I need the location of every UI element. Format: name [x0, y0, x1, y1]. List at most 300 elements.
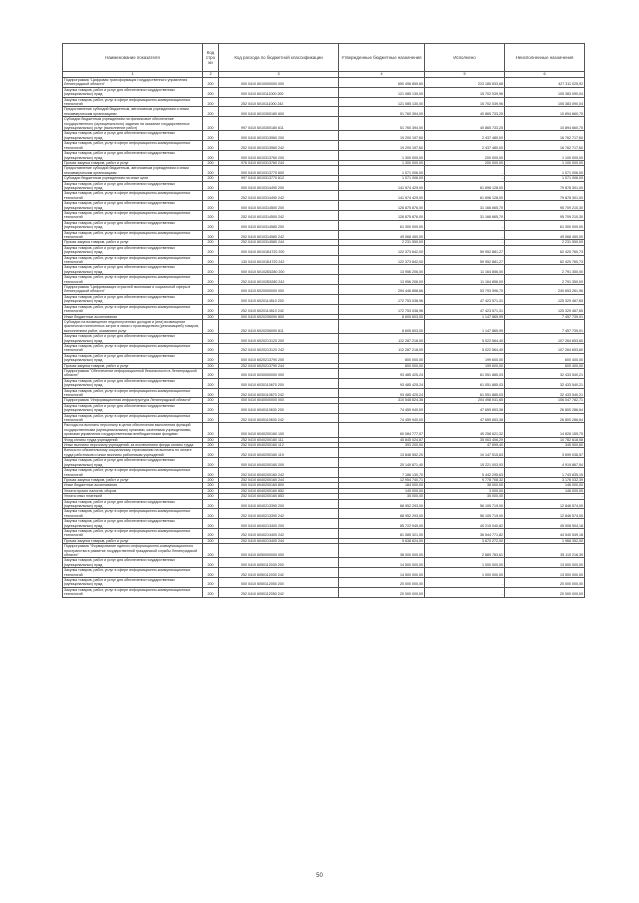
row-unexecuted-amount: 32 433 540,21 [505, 378, 585, 388]
table-row [63, 265, 585, 275]
row-name: Закупка товаров, работ, услуг в сфере информационно-коммуникационных технологий [63, 275, 203, 285]
table-row [63, 255, 585, 265]
row-executed-amount: 40 215 040,82 [425, 519, 505, 529]
row-name: Закупка товаров, работ и услуг для обеспечения государственных (муниципальных) нужд [63, 201, 203, 211]
table-row [63, 568, 585, 578]
row-unexecuted-amount: 1 071 006,00 [505, 166, 585, 176]
row-classification-code: 997 0410 6010300180 611 [219, 117, 339, 131]
row-name: Подпрограмма "Формирование единого информационно-коммуникационного пространства в развитие государственной гражданской службы Ленинградской области" [63, 544, 203, 558]
row-classification-code: 252 0410 6040213390 242 [219, 509, 339, 519]
row-approved-amount: 5 638 624,00 [339, 538, 425, 543]
table-row [63, 285, 585, 295]
row-line-code: 200 [203, 437, 219, 442]
row-executed-amount: 53 793 596,70 [425, 285, 505, 295]
row-unexecuted-amount: 16 762 717,60 [505, 131, 585, 141]
row-approved-amount: 61 300 000,00 [339, 220, 425, 230]
row-line-code: 200 [203, 519, 219, 529]
row-name: Закупка товаров, работ, услуг в сфере информационно-коммуникационных технологий [63, 568, 203, 578]
row-name: Прочая закупка товаров, работ и услуг [63, 160, 203, 165]
row-name: Прочая закупка товаров, работ и услуг [63, 240, 203, 245]
row-classification-code: 252 0410 6040213400 242 [219, 528, 339, 538]
row-unexecuted-amount: 13 500 000,00 [505, 568, 585, 578]
row-classification-code: 252 0410 6040200160 244 [219, 477, 339, 482]
row-unexecuted-amount: 13 500 000,00 [505, 558, 585, 568]
row-executed-amount: 47 659 653,36 [425, 403, 505, 413]
row-classification-code: 252 0410 6040200160 852 [219, 488, 339, 493]
row-name: Закупка товаров, работ и услуг для обеспечения государственных (муниципальных) нужд [63, 245, 203, 255]
row-approved-amount: 122 373 642,00 [339, 255, 425, 265]
row-approved-amount: 51 760 394,00 [339, 107, 425, 117]
row-name: Закупка товаров, работ и услуг для обеспечения государственных (муниципальных) нужд [63, 220, 203, 230]
table-row [63, 519, 585, 529]
row-approved-amount: 93 485 425,24 [339, 378, 425, 388]
row-line-code: 200 [203, 499, 219, 509]
row-unexecuted-amount: 4 919 867,54 [505, 458, 585, 468]
row-name: Закупка товаров, работ, услуг в сфере информационно-коммуникационных технологий [63, 304, 203, 314]
row-classification-code: 252 0410 6040110630 242 [219, 413, 339, 423]
row-line-code: 200 [203, 265, 219, 275]
header-name: Наименование показателя [63, 44, 203, 72]
row-unexecuted-amount: 7 457 739,01 [505, 314, 585, 319]
column-number: 3 [219, 72, 339, 78]
row-approved-amount: 60 084 777,07 [339, 423, 425, 437]
row-name: Прочая закупка товаров, работ и услуг [63, 363, 203, 368]
header-approved: Утвержденные бюджетные назначения [339, 44, 425, 72]
row-line-code: 200 [203, 568, 219, 578]
row-classification-code: 000 0410 6040000000 000 [219, 398, 339, 403]
page-number: 50 [316, 873, 323, 879]
row-classification-code: 000 0410 6010313960 200 [219, 131, 339, 141]
table-row [63, 448, 585, 458]
row-line-code: 200 [203, 528, 219, 538]
row-unexecuted-amount: 95 709 210,30 [505, 201, 585, 211]
row-unexecuted-amount: 10 782 618,58 [505, 437, 585, 442]
row-executed-amount: 1 000 000,00 [425, 558, 505, 568]
table-row [63, 558, 585, 568]
row-executed-amount: 1 147 865,99 [425, 319, 505, 333]
row-unexecuted-amount: 3 699 036,57 [505, 448, 585, 458]
row-executed-amount: 56 105 719,00 [425, 499, 505, 509]
row-executed-amount: 47 699,40 [425, 443, 505, 448]
row-approved-amount: 310 548 824,36 [339, 398, 425, 403]
row-line-code: 200 [203, 488, 219, 493]
row-name: Закупка товаров, работ, услуг в сфере информационно-коммуникационных технологий [63, 468, 203, 478]
row-approved-amount: 13 846 552,20 [339, 448, 425, 458]
row-line-code: 200 [203, 245, 219, 255]
row-name: Закупка товаров, работ, услуг в сфере информационно-коммуникационных технологий [63, 413, 203, 423]
row-approved-amount: 51 760 394,00 [339, 117, 425, 131]
row-approved-amount: 68 952 293,00 [339, 499, 425, 509]
row-unexecuted-amount: 79 878 301,00 [505, 181, 585, 191]
row-approved-amount: 1 300 000,00 [339, 151, 425, 161]
row-classification-code: 000 0410 6010314580 200 [219, 220, 339, 230]
row-classification-code: 000 0410 6020213120 200 [219, 334, 339, 344]
row-approved-amount: 8 605 603,00 [339, 314, 425, 319]
row-line-code: 200 [203, 294, 219, 304]
row-executed-amount: 2 437 480,00 [425, 131, 505, 141]
row-approved-amount: 112 287 218,00 [339, 334, 425, 344]
row-classification-code: 000 0410 6010314500 200 [219, 201, 339, 211]
row-classification-code: 252 0410 60102Б5280 242 [219, 275, 339, 285]
row-classification-code: 000 0410 6010111000 200 [219, 87, 339, 97]
row-approved-amount: 14 500 000,00 [339, 558, 425, 568]
row-line-code: 200 [203, 468, 219, 478]
row-executed-amount: 2 437 480,00 [425, 141, 505, 151]
row-classification-code: 252 0410 6010313960 242 [219, 141, 339, 151]
row-approved-amount: 126 875 876,00 [339, 210, 425, 220]
row-approved-amount: 1 071 006,00 [339, 176, 425, 181]
row-classification-code: 000 0410 6010314490 200 [219, 181, 339, 191]
table-row [63, 499, 585, 509]
row-unexecuted-amount: 345 500,60 [505, 443, 585, 448]
row-unexecuted-amount: 45 508 904,18 [505, 519, 585, 529]
row-unexecuted-amount: 107 264 653,60 [505, 334, 585, 344]
row-unexecuted-amount: 79 878 301,00 [505, 191, 585, 201]
row-line-code: 200 [203, 368, 219, 378]
row-executed-amount: 40 865 733,25 [425, 107, 505, 117]
row-classification-code: 252 0410 6020213790 244 [219, 363, 339, 368]
row-line-code: 200 [203, 423, 219, 437]
row-executed-amount: 200 000,00 [425, 160, 505, 165]
row-unexecuted-amount: 2 231 550,00 [505, 240, 585, 245]
row-name: Субсидии на возмещение недополученных доходов и (или) возмещение фактически понесенных затрат в связи с производством (реализацией) товаров, выполнением работ, оказанием услуг [63, 319, 203, 333]
table-row [63, 334, 585, 344]
table-row [63, 78, 585, 88]
row-unexecuted-amount: 12 846 574,00 [505, 509, 585, 519]
row-unexecuted-amount: 2 791 350,00 [505, 275, 585, 285]
row-approved-amount: 19 200 197,60 [339, 131, 425, 141]
row-classification-code: 000 0410 6010300180 600 [219, 107, 339, 117]
row-executed-amount: 3 670 272,00 [425, 538, 505, 543]
row-name: Иные выплаты персоналу учреждений, за исключением фонда оплаты труда [63, 443, 203, 448]
row-executed-amount: - [425, 587, 505, 597]
row-name: Закупка товаров, работ и услуг для обеспечения государственных (муниципальных) нужд [63, 378, 203, 388]
row-name: Уплата иных платежей [63, 494, 203, 499]
row-executed-amount: - [425, 166, 505, 176]
header-code: Код стро ки [203, 44, 219, 72]
row-approved-amount: 8 605 603,00 [339, 319, 425, 333]
row-name: Подпрограмма "Обеспечение информационной безопасности в Ленинградской области" [63, 368, 203, 378]
table-row [63, 528, 585, 538]
row-executed-amount: 35 000,00 [425, 494, 505, 499]
row-approved-amount: 19 200 197,60 [339, 141, 425, 151]
row-name: Закупка товаров, работ, услуг в сфере информационно-коммуникационных технологий [63, 97, 203, 107]
row-line-code: 200 [203, 151, 219, 161]
row-line-code: 200 [203, 160, 219, 165]
row-unexecuted-amount: 146 000,00 [505, 483, 585, 488]
row-classification-code: 252 0410 6010314580 244 [219, 240, 339, 245]
row-approved-amount: 121 085 130,00 [339, 97, 425, 107]
row-executed-amount: 9 778 708,32 [425, 477, 505, 482]
row-line-code: 200 [203, 448, 219, 458]
report-page [62, 43, 584, 598]
row-name: Закупка товаров, работ и услуг для обеспечения государственных (муниципальных) нужд [63, 334, 203, 344]
row-approved-amount: 126 875 876,00 [339, 201, 425, 211]
row-line-code: 200 [203, 458, 219, 468]
row-unexecuted-amount: 10 894 660,75 [505, 107, 585, 117]
row-approved-amount: 2 231 550,00 [339, 240, 425, 245]
row-name: Расходы на выплаты персоналу в целях обеспечения выполнения функций государственными (муниципальными) органами, казенными учреждениями, органами управления государственными внебюджетными фондами [63, 423, 203, 437]
row-unexecuted-amount: 26 800 286,64 [505, 403, 585, 413]
table-row [63, 378, 585, 388]
row-executed-amount: 59 952 881,27 [425, 245, 505, 255]
row-unexecuted-amount: 1 968 352,00 [505, 538, 585, 543]
row-unexecuted-amount: 1 100 000,00 [505, 160, 585, 165]
row-executed-amount: 15 702 039,96 [425, 87, 505, 97]
row-line-code: 200 [203, 443, 219, 448]
row-executed-amount: - [425, 176, 505, 181]
row-classification-code: 000 0410 6020000000 000 [219, 285, 339, 295]
row-approved-amount: 294 446 858,66 [339, 285, 425, 295]
row-line-code: 200 [203, 220, 219, 230]
row-classification-code: 252 0410 6040200160 242 [219, 468, 339, 478]
row-unexecuted-amount: 600 400,00 [505, 363, 585, 368]
row-approved-amount: 81 085 321,00 [339, 528, 425, 538]
table-row [63, 423, 585, 437]
table-row [63, 413, 585, 423]
row-approved-amount: 172 753 038,96 [339, 294, 425, 304]
row-executed-amount: 1 000 000,00 [425, 568, 505, 578]
row-executed-amount: 61 696 128,00 [425, 181, 505, 191]
row-classification-code: 252 0410 6040200160 112 [219, 443, 339, 448]
row-line-code: 200 [203, 141, 219, 151]
row-executed-amount: 31 166 665,70 [425, 201, 505, 211]
row-executed-amount: 11 164 856,00 [425, 275, 505, 285]
table-row [63, 353, 585, 363]
row-line-code: 200 [203, 413, 219, 423]
row-line-code: 200 [203, 78, 219, 88]
row-executed-amount: - [425, 578, 505, 588]
row-executed-amount: 47 659 653,36 [425, 413, 505, 423]
table-row [63, 107, 585, 117]
row-classification-code: 252 0410 6030110670 242 [219, 388, 339, 398]
row-classification-code: 000 0410 6040200160 200 [219, 458, 339, 468]
row-executed-amount: 2 889 783,61 [425, 544, 505, 558]
row-executed-amount: 200 000,00 [425, 151, 505, 161]
row-unexecuted-amount: 107 264 653,60 [505, 343, 585, 353]
row-line-code: 200 [203, 275, 219, 285]
table-row [63, 578, 585, 588]
row-executed-amount: 15 221 003,93 [425, 458, 505, 468]
row-unexecuted-amount: 105 383 090,04 [505, 87, 585, 97]
row-line-code: 200 [203, 538, 219, 543]
table-row [63, 201, 585, 211]
row-name: Фонд оплаты труда учреждений [63, 437, 203, 442]
row-line-code: 200 [203, 403, 219, 413]
row-unexecuted-amount: 600 400,00 [505, 353, 585, 363]
row-line-code: 200 [203, 558, 219, 568]
table-row [63, 151, 585, 161]
column-number: 1 [63, 72, 203, 78]
row-classification-code: 252 0410 6020206090 811 [219, 319, 339, 333]
row-unexecuted-amount: 1 071 006,00 [505, 176, 585, 181]
row-name: Закупка товаров, работ, услуг в сфере информационно-коммуникационных технологий [63, 343, 203, 353]
row-unexecuted-amount: 7 457 739,01 [505, 319, 585, 333]
row-line-code: 200 [203, 240, 219, 245]
row-approved-amount: 141 574 429,00 [339, 191, 425, 201]
table-row [63, 509, 585, 519]
table-row [63, 544, 585, 558]
row-line-code: 200 [203, 181, 219, 191]
row-name: Подпрограмма "Информационная инфраструктура Ленинградской области" [63, 398, 203, 403]
row-approved-amount: 68 952 293,00 [339, 509, 425, 519]
row-line-code: 200 [203, 363, 219, 368]
row-line-code: 200 [203, 230, 219, 240]
row-executed-amount: 61 051 885,03 [425, 378, 505, 388]
row-executed-amount: 1 147 865,99 [425, 314, 505, 319]
row-name: Закупка товаров, работ, услуг в сфере информационно-коммуникационных технологий [63, 528, 203, 538]
row-classification-code: 000 0410 6010000000 000 [219, 78, 339, 88]
row-unexecuted-amount: 125 329 467,65 [505, 294, 585, 304]
row-classification-code: 000 0410 6020114510 200 [219, 294, 339, 304]
row-name: Закупка товаров, работ и услуг для обеспечения государственных (муниципальных) нужд [63, 458, 203, 468]
row-unexecuted-amount: 105 383 090,04 [505, 97, 585, 107]
row-line-code: 200 [203, 494, 219, 499]
row-line-code: 200 [203, 285, 219, 295]
row-executed-amount: 3 000,00 [425, 488, 505, 493]
row-unexecuted-amount: 49 068 450,00 [505, 230, 585, 240]
row-executed-amount: 61 051 885,03 [425, 388, 505, 398]
row-line-code: 200 [203, 578, 219, 588]
table-row [63, 304, 585, 314]
row-unexecuted-amount: 20 000 000,00 [505, 578, 585, 588]
row-classification-code: 000 0410 6040200160 800 [219, 483, 339, 488]
row-approved-amount: 49 068 450,00 [339, 230, 425, 240]
row-classification-code: 000 0410 6040213390 200 [219, 499, 339, 509]
table-row [63, 587, 585, 597]
row-approved-amount: 7 186 130,70 [339, 468, 425, 478]
row-unexecuted-amount: 32 433 540,21 [505, 368, 585, 378]
table-row [63, 468, 585, 478]
table-row [63, 388, 585, 398]
row-line-code: 200 [203, 343, 219, 353]
row-classification-code: 252 0410 6040200160 853 [219, 494, 339, 499]
row-unexecuted-amount: 2 791 350,00 [505, 265, 585, 275]
table-row [63, 403, 585, 413]
row-unexecuted-amount: 62 420 760,73 [505, 255, 585, 265]
row-name: Закупка товаров, работ и услуг для обеспечения государственных (муниципальных) нужд [63, 353, 203, 363]
row-approved-amount: 122 373 642,00 [339, 245, 425, 255]
row-classification-code: 976 0410 6010313760 244 [219, 160, 339, 165]
row-name: Закупка товаров, работ, услуг в сфере информационно-коммуникационных технологий [63, 210, 203, 220]
row-executed-amount: 5 442 295,63 [425, 468, 505, 478]
row-approved-amount: 121 085 130,00 [339, 87, 425, 97]
row-approved-amount: 112 287 218,00 [339, 343, 425, 353]
row-executed-amount: 45 258 621,32 [425, 423, 505, 437]
row-classification-code: 000 0410 6010313770 600 [219, 166, 339, 176]
row-line-code: 200 [203, 544, 219, 558]
row-approved-amount: 85 722 945,00 [339, 519, 425, 529]
row-classification-code: 000 0410 6030110670 200 [219, 378, 339, 388]
header-unexecuted: Неисполненные назначения [505, 44, 585, 72]
row-line-code: 200 [203, 304, 219, 314]
row-line-code: 200 [203, 319, 219, 333]
row-approved-amount: 13 956 206,00 [339, 275, 425, 285]
row-executed-amount: 47 423 571,31 [425, 294, 505, 304]
table-row [63, 117, 585, 131]
row-line-code: 200 [203, 176, 219, 181]
row-approved-amount: 45 845 024,87 [339, 437, 425, 442]
table-row [63, 131, 585, 141]
row-name: Закупка товаров, работ, услуг в сфере информационно-коммуникационных технологий [63, 509, 203, 519]
row-executed-amount: - [425, 230, 505, 240]
row-name: Иные бюджетные ассигнования [63, 314, 203, 319]
row-executed-amount: 59 952 881,27 [425, 255, 505, 265]
row-unexecuted-amount: 14 826 155,75 [505, 423, 585, 437]
row-executed-amount: 10 147 515,63 [425, 448, 505, 458]
row-classification-code: 000 0410 6020213790 200 [219, 353, 339, 363]
row-name: Субсидии бюджетным учреждениям на финансовое обеспечение государственного (муниципального) задания на оказание государственных (муниципальных) услуг (выполнение работ) [63, 117, 203, 131]
row-classification-code: 252 0410 6020213120 242 [219, 343, 339, 353]
row-name: Закупка товаров, работ, услуг в сфере информационно-коммуникационных технологий [63, 191, 203, 201]
row-classification-code: 252 0410 6040200160 111 [219, 437, 339, 442]
table-row [63, 458, 585, 468]
row-executed-amount: - [425, 240, 505, 245]
row-executed-amount: 11 164 856,00 [425, 265, 505, 275]
row-name: Прочая закупка товаров, работ и услуг [63, 477, 203, 482]
row-name: Закупка товаров, работ и услуг для обеспечения государственных (муниципальных) нужд [63, 181, 203, 191]
row-approved-amount: 650 496 859,60 [339, 78, 425, 88]
row-line-code: 200 [203, 131, 219, 141]
row-line-code: 200 [203, 314, 219, 319]
row-executed-amount: 199 600,00 [425, 363, 505, 368]
row-unexecuted-amount: 3 176 032,39 [505, 477, 585, 482]
row-name: Подпрограмма "Цифровизация отраслей экономики и социальной сферы в Ленинградской области" [63, 285, 203, 295]
table-row [63, 343, 585, 353]
row-line-code: 200 [203, 117, 219, 131]
row-unexecuted-amount: 125 329 467,65 [505, 304, 585, 314]
row-name: Закупка товаров, работ и услуг для обеспечения государственных (муниципальных) нужд [63, 519, 203, 529]
row-approved-amount: 800 000,00 [339, 353, 425, 363]
row-approved-amount: 12 954 740,71 [339, 477, 425, 482]
row-unexecuted-amount: 1 743 835,15 [505, 468, 585, 478]
row-line-code: 200 [203, 477, 219, 482]
row-classification-code: 252 0410 6010314580 242 [219, 230, 339, 240]
table-header-row [63, 44, 585, 72]
row-line-code: 200 [203, 483, 219, 488]
row-approved-amount: 38 000 000,00 [339, 544, 425, 558]
row-unexecuted-amount: 32 433 540,21 [505, 388, 585, 398]
row-name: Иные бюджетные ассигнования [63, 483, 203, 488]
row-classification-code: 252 0410 6040200160 119 [219, 448, 339, 458]
row-approved-amount: 20 000 000,00 [339, 578, 425, 588]
row-name: Закупка товаров, работ и услуг для обеспечения государственных (муниципальных) нужд [63, 131, 203, 141]
row-classification-code: 252 0410 6050112030 242 [219, 568, 339, 578]
row-classification-code: 000 0410 60102Б5280 200 [219, 265, 339, 275]
row-classification-code: 000 0410 6050112030 200 [219, 558, 339, 568]
row-executed-amount: 61 696 128,00 [425, 191, 505, 201]
row-name: Закупка товаров, работ, услуг в сфере информационно-коммуникационных технологий [63, 388, 203, 398]
row-line-code: 200 [203, 97, 219, 107]
row-approved-amount: 14 500 000,00 [339, 568, 425, 578]
row-executed-amount: 199 600,00 [425, 353, 505, 363]
row-line-code: 200 [203, 191, 219, 201]
row-unexecuted-amount: 10 894 660,75 [505, 117, 585, 131]
row-line-code: 200 [203, 353, 219, 363]
row-classification-code: 252 0410 6010314500 242 [219, 210, 339, 220]
row-approved-amount: 141 574 429,00 [339, 181, 425, 191]
row-unexecuted-amount: 61 300 000,00 [505, 220, 585, 230]
row-line-code: 200 [203, 398, 219, 403]
table-row [63, 181, 585, 191]
row-name: Взносы по обязательному социальному страхованию на выплаты по оплате труда работников и иные выплаты работникам учреждений [63, 448, 203, 458]
row-executed-amount: 38 000,00 [425, 483, 505, 488]
row-unexecuted-amount: 106 047 782,71 [505, 398, 585, 403]
row-unexecuted-amount: 95 709 210,30 [505, 210, 585, 220]
table-row [63, 87, 585, 97]
row-unexecuted-amount: 26 800 286,64 [505, 413, 585, 423]
row-classification-code: 252 0410 6050112050 242 [219, 587, 339, 597]
